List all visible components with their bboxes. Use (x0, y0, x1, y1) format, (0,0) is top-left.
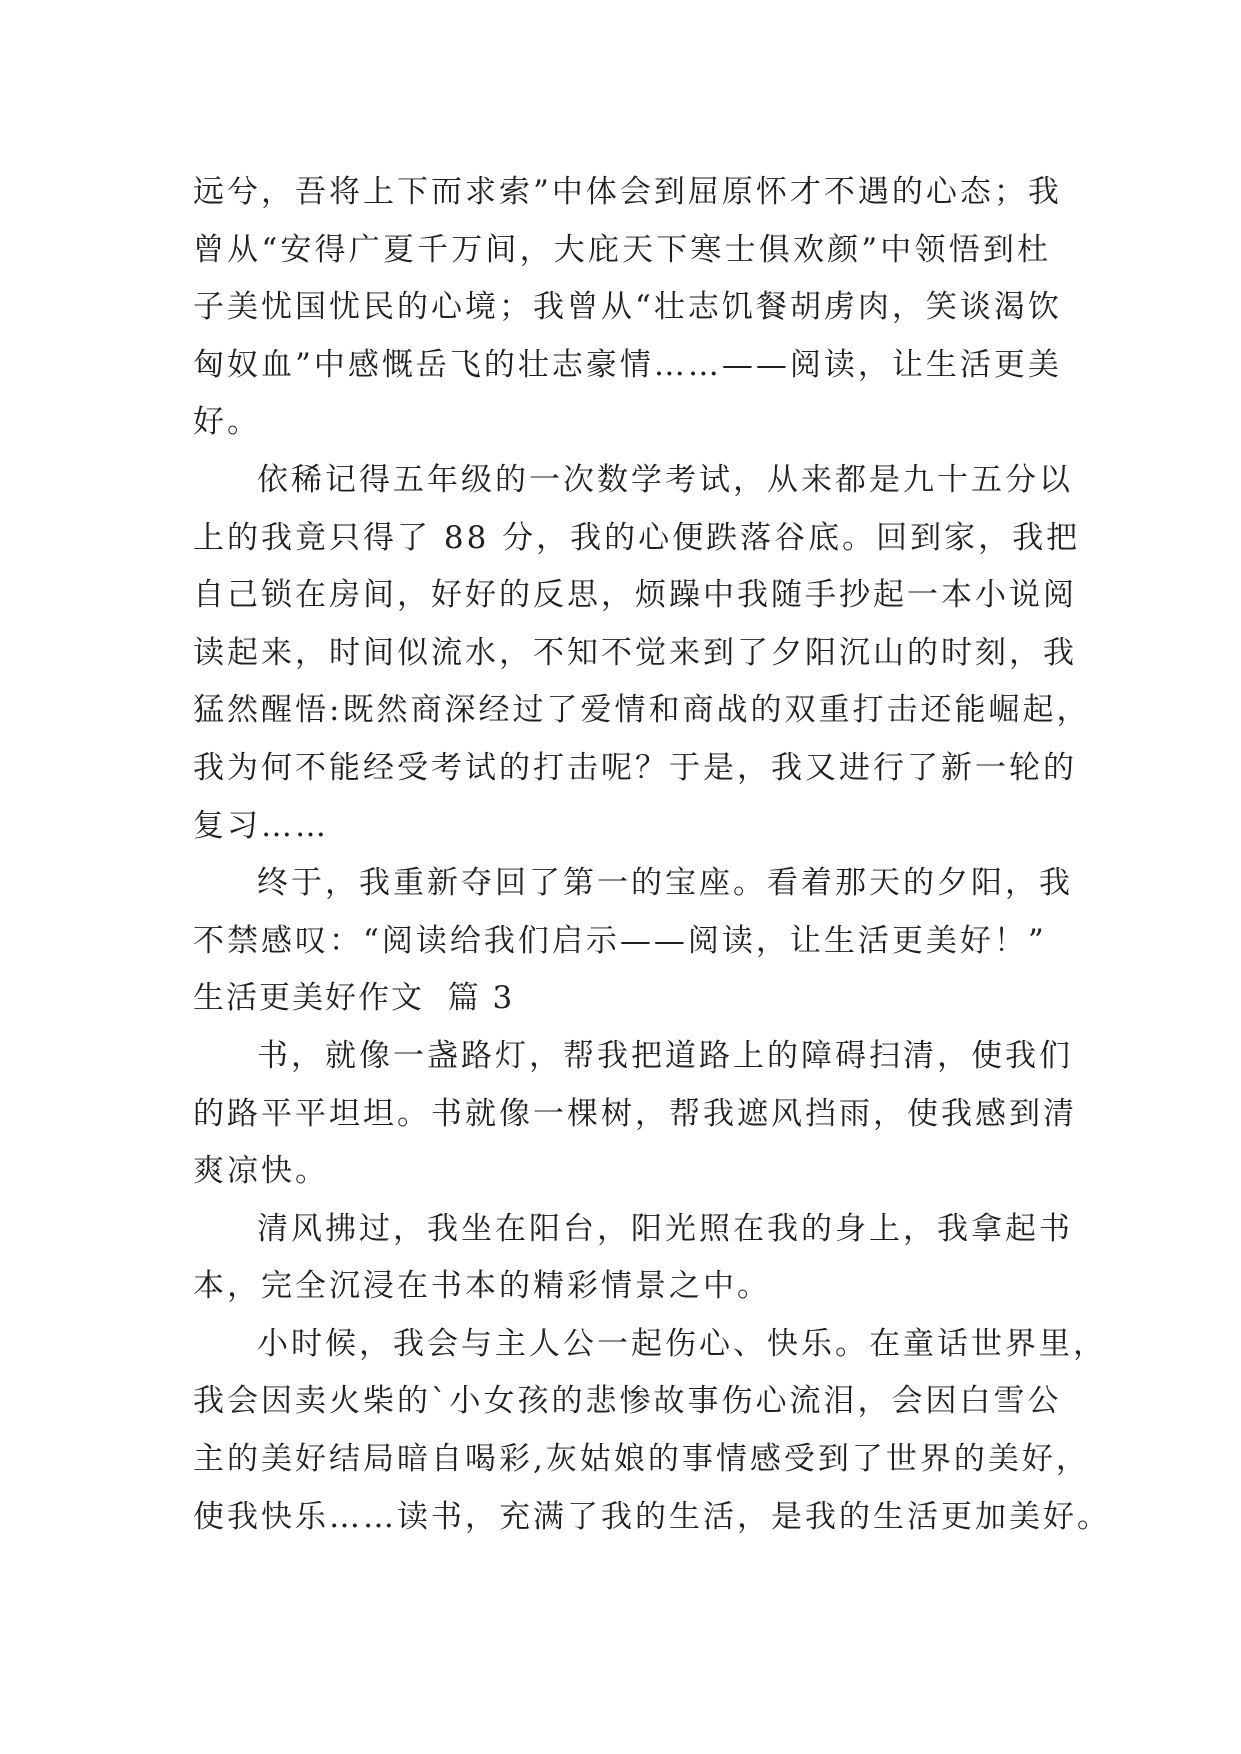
text-line: 复习…… (193, 807, 329, 844)
text-line: 爽凉快。 (193, 1153, 329, 1190)
text-line: 主的美好结局暗自喝彩,灰姑娘的事情感受到了世界的美好， (193, 1441, 1090, 1478)
text-line: 匈奴血”中感慨岳飞的壮志豪情……——阅读，让生活更美 (193, 346, 1062, 383)
paragraph-first-line: 书，就像一盏路灯，帮我把道路上的障碍扫清，使我们 (257, 1037, 1073, 1074)
text-line: 我会因卖火柴的`小女孩的悲惨故事伤心流泪，会因白雪公 (193, 1383, 1062, 1420)
text-line: 远兮，吾将上下而求索”中体会到屈原怀才不遇的心态；我 (193, 174, 1062, 210)
text-line: 上的我竟只得了 88 分，我的心便跌落谷底。回到家，我把 (193, 519, 1081, 556)
text-line: 我为何不能经受考试的打击呢？于是，我又进行了新一轮的 (193, 749, 1077, 786)
text-line: 读起来，时间似流水，不知不觉来到了夕阳沉山的时刻，我 (193, 634, 1077, 671)
paragraph-first-line: 终于，我重新夺回了第一的宝座。看着那天的夕阳，我 (257, 865, 1073, 902)
text-line: 使我快乐……读书，充满了我的生活，是我的生活更加美好。 (193, 1498, 1111, 1535)
section-heading: 生活更美好作文 篇 3 (193, 980, 515, 1017)
text-line: 自己锁在房间，好好的反思，烦躁中我随手抄起一本小说阅 (193, 577, 1077, 614)
text-line: 猛然醒悟:既然商深经过了爱情和商战的双重打击还能崛起， (193, 692, 1091, 729)
text-line: 子美忧国忧民的心境；我曾从“壮志饥餐胡虏肉，笑谈渴饮 (193, 289, 1062, 326)
text-line: 好。 (193, 404, 261, 441)
text-line: 曾从“安得广夏千万间，大庇天下寒士俱欢颜”中领悟到杜 (193, 231, 1051, 268)
body-text (193, 164, 1111, 1546)
text-line: 的路平平坦坦。书就像一棵树，帮我遮风挡雨，使我感到清 (193, 1095, 1077, 1132)
text-line: 本，完全沉浸在书本的精彩情景之中。 (193, 1268, 771, 1305)
paragraph-first-line: 依稀记得五年级的一次数学考试，从来都是九十五分以 (257, 461, 1073, 498)
text-line: 不禁感叹：“阅读给我们启示——阅读，让生活更美好！” (193, 922, 1047, 959)
paragraph-first-line: 小时候，我会与主人公一起伤心、快乐。在童话世界里， (257, 1325, 1107, 1362)
paragraph-first-line: 清风拂过，我坐在阳台，阳光照在我的身上，我拿起书 (257, 1210, 1073, 1247)
